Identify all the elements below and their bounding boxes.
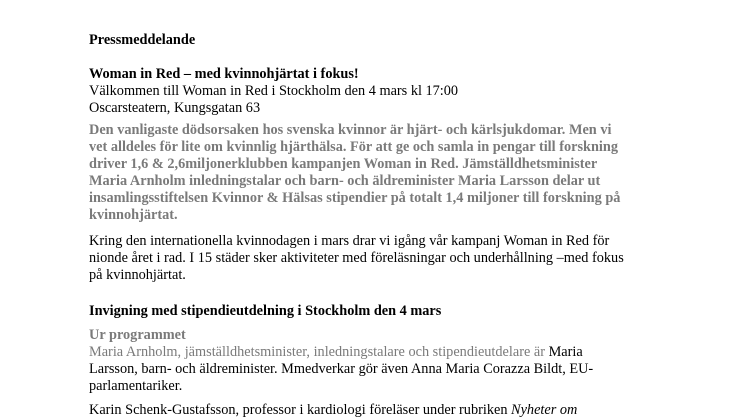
lead-line: Maria Arnholm inledningstalar och barn- och äldreminister Maria Larsson delar ut xyxy=(89,173,601,189)
lead-line: Den vanligaste dödsorsaken hos svenska kvinnor är hjärt- och kärlsjukdomar. Men vi xyxy=(89,122,612,138)
program-line-black: Maria xyxy=(548,344,583,360)
last-line-text: Karin Schenk-Gustafsson, professor i kardiologi föreläser under rubriken xyxy=(89,402,512,418)
program-heading: Ur programmet xyxy=(89,327,186,343)
program-line-gray: Maria Arnholm, jämställdhetsminister, inledningstalare och stipendieutdelare är xyxy=(89,344,549,360)
body-line: nionde året i rad. I 15 städer sker aktiviteter med föreläsningar och underhållning –med fokus xyxy=(89,250,624,266)
lead-line: kvinnohjärtat. xyxy=(89,207,178,223)
last-line xyxy=(89,402,577,419)
body-line: Kring den internationella kvinnodagen i mars drar vi igång vår kampanj Woman in Red för xyxy=(89,233,610,249)
lead-line: insamlingsstiftelsen Kvinnor & Hälsas stipendier på totalt 1,4 miljoner till forskning på xyxy=(89,190,621,206)
lead-line: driver 1,6 & 2,6miljonerklubben kampanjen Woman in Red. Jämställdhetsminister xyxy=(89,156,598,172)
section-heading: Invigning med stipendieutdelning i Stockholm den 4 mars xyxy=(89,303,442,319)
intro-line: Välkommen till Woman in Red i Stockholm den 4 mars kl 17:00 xyxy=(89,83,459,99)
last-line-italic: Nyheter om xyxy=(511,402,578,418)
doc-label: Pressmeddelande xyxy=(89,32,196,48)
program-line xyxy=(89,344,583,361)
body-line: på kvinnohjärtat. xyxy=(89,267,186,283)
doc-title: Woman in Red – med kvinnohjärtat i fokus! xyxy=(89,66,359,82)
lead-line: vet alldeles för lite om kvinnlig hjärthälsa. För att ge och samla in pengar till forskning xyxy=(89,139,618,155)
intro-line: Oscarsteatern, Kungsgatan 63 xyxy=(89,100,261,116)
program-line: parlamentariker. xyxy=(89,378,183,394)
program-line: Larsson, barn- och äldreminister. Mmedverkar gör även Anna Maria Corazza Bildt, EU- xyxy=(89,361,594,377)
